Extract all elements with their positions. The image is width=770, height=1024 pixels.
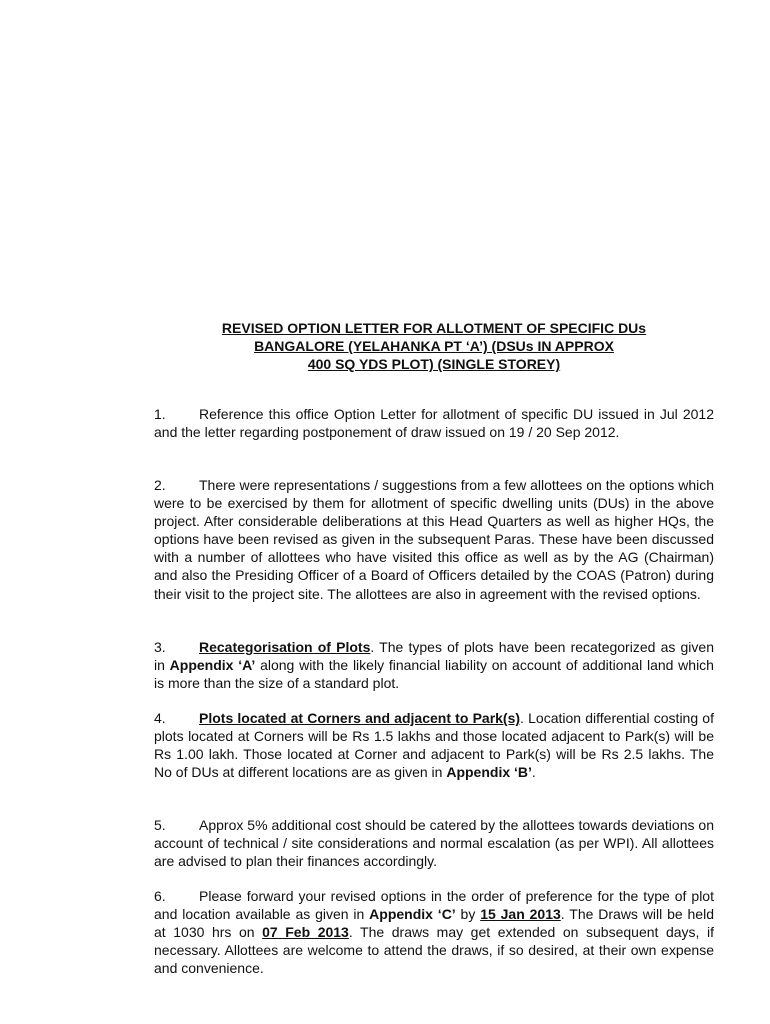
paragraph-text: Approx 5% additional cost should be catered by the allottees towards deviations on account of technical / site considerations and normal escalation (as per WPI). All allottees are advised to plan their finances accordingly. <box>154 817 714 870</box>
paragraph-3 <box>154 638 714 692</box>
appendix-reference: Appendix ‘C’ <box>369 906 456 923</box>
paragraph-number: 5. <box>154 817 166 833</box>
paragraph-4 <box>154 709 714 781</box>
paragraph-number: 3. <box>154 639 166 655</box>
title-line-3: 400 SQ YDS PLOT) (SINGLE STOREY) <box>307 356 561 372</box>
paragraph-number: 1. <box>154 406 166 422</box>
paragraph-number: 6. <box>154 888 166 904</box>
paragraph-number: 2. <box>154 477 166 493</box>
paragraph-text: . Location differential costing of plots located at Corners will be Rs 1.5 lakhs and those located adjacent to Park(s) will be Rs 1.00 lakh. Those located at Corner and adjacent to Park(s) will be Rs 2.5 lakhs. The No of DUs at different locations are as given in <box>154 710 714 781</box>
paragraph-2 <box>154 476 714 603</box>
title-line-1: REVISED OPTION LETTER FOR ALLOTMENT OF SPECIFIC DUs <box>221 320 647 336</box>
paragraph-text: . The types of plots have been recategorized as given in <box>154 639 714 674</box>
document-title <box>154 319 714 373</box>
appendix-reference: Appendix ‘A’ <box>169 657 256 674</box>
paragraph-heading: Plots located at Corners and adjacent to Park(s) <box>199 710 521 726</box>
paragraph-6 <box>154 887 714 977</box>
paragraph-text: There were representations / suggestions from a few allottees on the options which were to be exercised by them for allotment of specific dwelling units (DUs) in the above project. After considerable deliberations at this Head Quarters as well as higher HQs, the options have been revised as given in the subsequent Paras. These have been discussed with a number of allottees who have visited this office as well as by the AG (Chairman) and also the Presiding Officer of a Board of Officers detailed by the COAS (Patron) during their visit to the project site. The allottees are also in agreement with the revised options. <box>154 477 714 602</box>
paragraph-text: Please forward your revised options in the order of preference for the type of plot and location available as given in <box>154 888 714 923</box>
options-deadline-date: 15 Jan 2013 <box>480 906 561 923</box>
paragraph-text: by <box>455 906 481 923</box>
draw-date: 07 Feb 2013 <box>262 924 349 941</box>
paragraph-text: Reference this office Option Letter for allotment of specific DU issued in Jul 2012 and the letter regarding postponement of draw issued on 19 / 20 Sep 2012. <box>154 406 714 441</box>
paragraph-text: along with the likely financial liability on account of additional land which is more than the size of a standard plot. <box>154 657 714 692</box>
paragraph-text: . The draws may get extended on subsequent days, if necessary. Allottees are welcome to attend the draws, if so desired, at their own expense and convenience. <box>154 924 714 977</box>
paragraph-heading: Recategorisation of Plots <box>199 639 371 655</box>
paragraph-text: . The Draws will be held at 1030 hrs on <box>154 906 714 941</box>
title-line-2: BANGALORE (YELAHANKA PT ‘A’) (DSUs IN APPROX <box>254 338 614 354</box>
paragraph-1 <box>154 405 714 441</box>
paragraph-5 <box>154 816 714 870</box>
paragraph-text: . <box>531 764 536 781</box>
paragraph-number: 4. <box>154 710 166 726</box>
appendix-reference: Appendix ‘B’ <box>446 764 532 781</box>
